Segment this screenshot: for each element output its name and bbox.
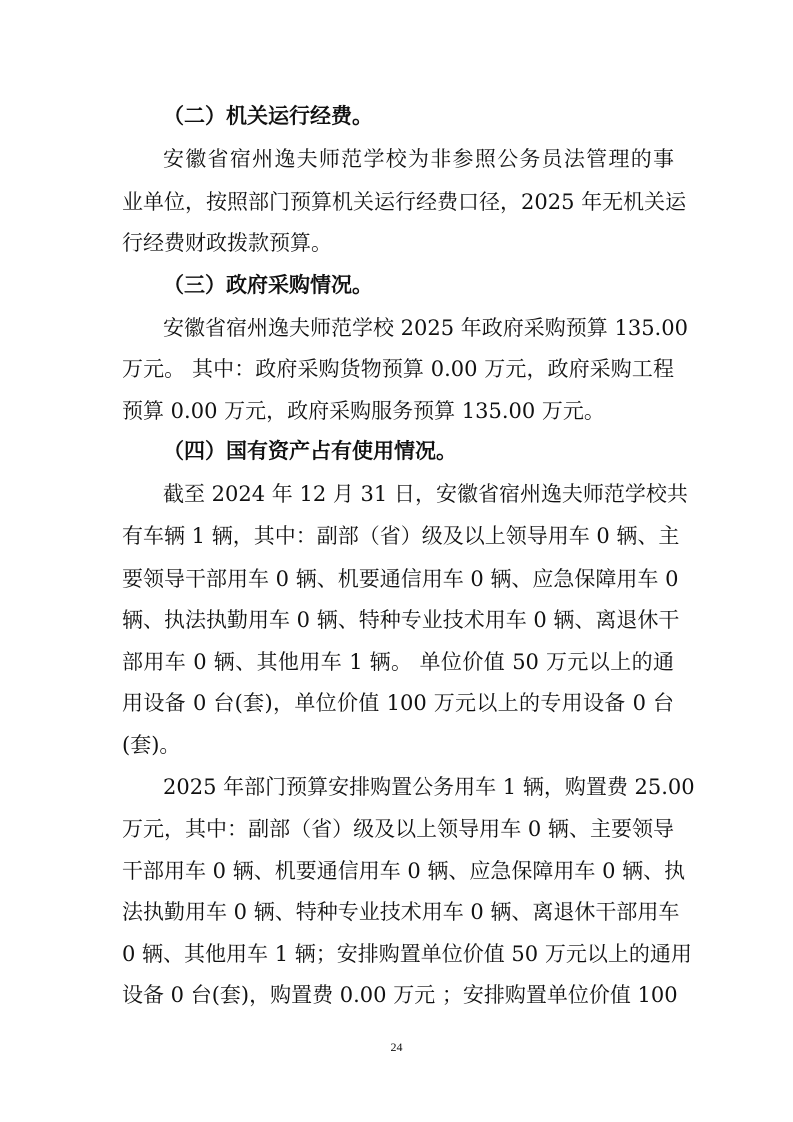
text-line: (套)。 (122, 733, 181, 757)
page-number: 24 (390, 1040, 403, 1054)
text-line: 业单位，按照部门预算机关运行经费口径，2025 年无机关运 (122, 190, 687, 214)
text-line: 万元。 其中：政府采购货物预算 0.00 万元，政府采购工程 (122, 357, 674, 381)
text-line: 法执勤用车 0 辆、特种专业技术用车 0 辆、离退休干部用车 (122, 900, 680, 924)
text-line: 预算 0.00 万元，政府采购服务预算 135.00 万元。 (122, 399, 605, 423)
text-line: 安徽省宿州逸夫师范学校为非参照公务员法管理的事 (163, 147, 674, 171)
text-line: 2025 年部门预算安排购置公务用车 1 辆，购置费 25.00 (163, 775, 695, 799)
text-line: 辆、执法执勤用车 0 辆、特种专业技术用车 0 辆、离退休干 (122, 608, 680, 632)
text-line: 用设备 0 台(套)，单位价值 100 万元以上的专用设备 0 台 (122, 691, 674, 715)
text-line: 截至 2024 年 12 月 31 日，安徽省宿州逸夫师范学校共 (163, 482, 688, 506)
section-heading: （四）国有资产占有使用情况。 (163, 439, 457, 463)
text-line: 行经费财政拨款预算。 (122, 231, 332, 255)
text-line: 设备 0 台(套)，购置费 0.00 万元 ；安排购置单位价值 100 (122, 983, 678, 1007)
text-line: 安徽省宿州逸夫师范学校 2025 年政府采购预算 135.00 (163, 316, 688, 340)
text-line: 干部用车 0 辆、机要通信用车 0 辆、应急保障用车 0 辆、执 (122, 859, 686, 883)
text-line: 要领导干部用车 0 辆、机要通信用车 0 辆、应急保障用车 0 (122, 567, 679, 591)
text-line: 万元，其中：副部（省）级及以上领导用车 0 辆、主要领导 (122, 817, 674, 841)
text-line: 部用车 0 辆、其他用车 1 辆。 单位价值 50 万元以上的通 (122, 650, 674, 674)
section-heading: （二）机关运行经费。 (163, 104, 373, 128)
text-line: 有车辆 1 辆，其中：副部（省）级及以上领导用车 0 辆、主 (122, 524, 680, 548)
text-line: 0 辆、其他用车 1 辆；安排购置单位价值 50 万元以上的通用 (122, 942, 692, 966)
section-heading: （三）政府采购情况。 (163, 273, 373, 297)
